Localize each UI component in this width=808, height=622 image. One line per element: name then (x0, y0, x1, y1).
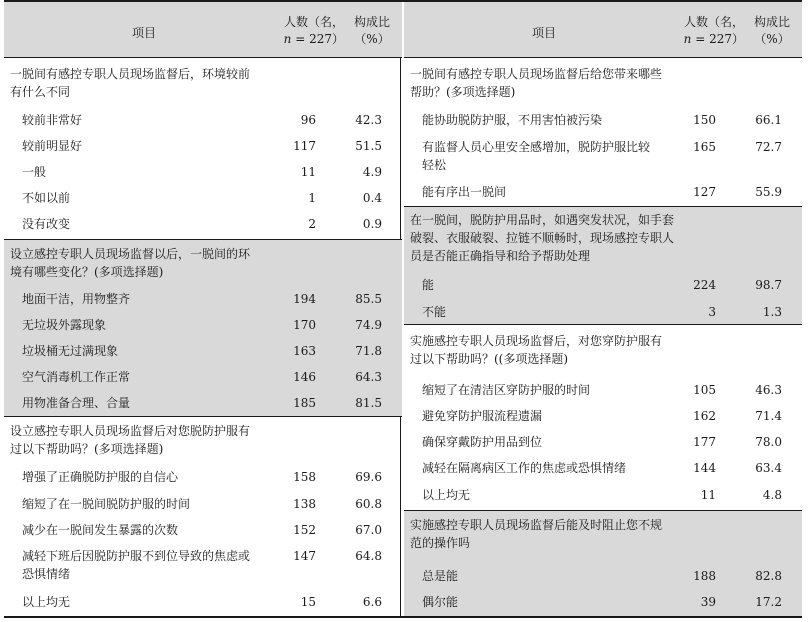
header-item: 项目 (531, 26, 556, 40)
section-rule (404, 206, 802, 207)
option-label: 总是能 (422, 569, 459, 583)
option-label: 垃圾桶无过满现象 (22, 344, 119, 358)
option-count: 152 (293, 523, 316, 537)
option-label: 轻松 (422, 158, 447, 172)
option-count: 138 (293, 497, 316, 511)
option-percent: 46.3 (755, 383, 782, 397)
option-label: 较前非常好 (22, 113, 83, 127)
option-percent: 63.4 (755, 461, 782, 475)
header-percent (746, 14, 798, 48)
header-count-line2: = 227） (291, 32, 344, 46)
option-label: 以上均无 (22, 595, 71, 609)
header-row (404, 2, 802, 57)
option-label: 没有改变 (22, 217, 71, 231)
question-text: 在一脱间，脱防护用品时，如遇突发状况，如手套 (410, 213, 675, 227)
option-percent: 71.4 (755, 409, 782, 423)
option-label: 减轻下班后因脱防护服不到位导致的焦虑或 (22, 549, 251, 563)
option-percent: 1.3 (762, 305, 782, 319)
section-rule (4, 239, 402, 240)
header-percent-line2: （%） (354, 32, 390, 46)
question-text: 实施感控专职人员现场监督后能及时阻止您不规 (410, 518, 663, 532)
question-text: 有什么不同 (10, 85, 71, 99)
option-label: 减轻在隔离病区工作的焦虑或恐惧情绪 (422, 461, 627, 475)
option-label: 缩短了在清洁区穿防护服的时间 (422, 383, 591, 397)
option-label: 能 (422, 278, 435, 292)
header-count-line1: 人数（名， (683, 15, 744, 29)
option-count: 185 (293, 396, 316, 410)
option-percent: 82.8 (755, 569, 782, 583)
header-percent (346, 14, 398, 48)
option-percent: 64.8 (355, 549, 382, 563)
header-rule (404, 57, 802, 58)
option-label: 增强了正确脱防护服的自信心 (22, 470, 179, 484)
option-count: 163 (293, 344, 316, 358)
question-text: 境有哪些变化？(多项选择题) (10, 265, 164, 279)
option-percent: 98.7 (755, 278, 782, 292)
question-text: 实施感控专职人员现场监督后，对您穿防护服有 (410, 334, 663, 348)
option-label: 无垃圾外露现象 (22, 318, 107, 332)
option-label: 不如以前 (22, 191, 71, 205)
option-count: 158 (293, 470, 316, 484)
header-percent-line1: 构成比 (753, 15, 790, 29)
option-label: 确保穿戴防护用品到位 (422, 435, 543, 449)
option-percent: 71.8 (355, 344, 382, 358)
option-count: 117 (293, 139, 316, 153)
option-count: 1 (308, 191, 316, 205)
option-label: 能有序出一脱间 (422, 185, 507, 199)
header-row (4, 2, 402, 57)
option-count: 3 (708, 305, 716, 319)
option-percent: 64.3 (355, 370, 382, 384)
option-count: 224 (693, 278, 716, 292)
option-label: 避免穿防护服流程遗漏 (422, 409, 543, 423)
header-rule (4, 57, 402, 58)
option-count: 2 (308, 217, 316, 231)
option-count: 170 (293, 318, 316, 332)
question-text: 范的操作吗 (410, 536, 471, 550)
question-text: 员是否能正确指导和给予帮助处理 (410, 249, 591, 263)
option-count: 39 (700, 595, 716, 609)
option-percent: 85.5 (355, 292, 382, 306)
option-percent: 67.0 (355, 523, 382, 537)
option-percent: 51.5 (355, 139, 382, 153)
question-text: 破裂、衣服破裂、拉链不顺畅时，现场感控专职人 (410, 231, 675, 245)
option-label: 用物准备合理、合量 (22, 396, 131, 410)
option-label: 一般 (22, 165, 47, 179)
question-text: 设立感控专职人员现场监督后对您脱防护服有 (10, 424, 251, 438)
question-text: 设立感控专职人员现场监督以后，一脱间的环 (10, 247, 251, 261)
option-percent: 74.9 (355, 318, 382, 332)
option-percent: 4.9 (362, 165, 382, 179)
option-count: 162 (693, 409, 716, 423)
option-percent: 78.0 (755, 435, 782, 449)
header-count (682, 14, 744, 48)
section-rule (4, 416, 402, 417)
option-count: 165 (693, 140, 716, 154)
question-text: 一脱间有感控专职人员现场监督后给您带来哪些 (410, 67, 663, 81)
option-percent: 55.9 (755, 185, 782, 199)
question-text: 过以下帮助吗？(多项选择题) (10, 442, 164, 456)
header-percent-line1: 构成比 (353, 15, 390, 29)
option-percent: 72.7 (755, 140, 782, 154)
option-count: 127 (693, 185, 716, 199)
option-count: 11 (700, 488, 716, 502)
question-text: 一脱间有感控专职人员现场监督后，环境较前 (10, 67, 251, 81)
option-count: 105 (693, 383, 716, 397)
option-count: 188 (693, 569, 716, 583)
option-percent: 4.8 (762, 488, 782, 502)
option-label: 恐惧情绪 (22, 567, 71, 581)
option-label: 偶尔能 (422, 595, 459, 609)
option-label: 地面干洁，用物整齐 (22, 292, 131, 306)
option-count: 147 (293, 549, 316, 563)
header-percent-line2: （%） (754, 32, 790, 46)
left-table-half (4, 0, 402, 617)
header-count-n: n (283, 32, 292, 46)
option-label: 能协助脱防护服，不用害怕被污染 (422, 113, 603, 127)
header-count-n: n (683, 32, 692, 46)
section-rule (404, 324, 802, 325)
option-count: 11 (300, 165, 316, 179)
option-percent: 0.9 (362, 217, 382, 231)
option-count: 194 (293, 292, 316, 306)
option-label: 缩短了在一脱间脱防护服的时间 (22, 497, 191, 511)
option-count: 144 (693, 461, 716, 475)
right-table-half (404, 0, 802, 617)
option-count: 146 (293, 370, 316, 384)
option-label: 空气消毒机工作正常 (22, 370, 131, 384)
header-count-line1: 人数（名， (283, 15, 344, 29)
option-percent: 69.6 (355, 470, 382, 484)
option-count: 150 (693, 113, 716, 127)
option-label: 较前明显好 (22, 139, 83, 153)
option-count: 15 (300, 595, 316, 609)
header-item: 项目 (131, 26, 156, 40)
option-percent: 42.3 (355, 113, 382, 127)
option-count: 177 (693, 435, 716, 449)
option-percent: 81.5 (355, 396, 382, 410)
option-count: 96 (300, 113, 316, 127)
header-count (282, 14, 344, 48)
option-percent: 17.2 (755, 595, 782, 609)
option-label: 不能 (422, 305, 447, 319)
header-count-line2: = 227） (691, 32, 744, 46)
option-label: 减少在一脱间发生暴露的次数 (22, 523, 179, 537)
option-percent: 60.8 (355, 497, 382, 511)
option-label: 有监督人员心里安全感增加，脱防护服比较 (422, 140, 651, 154)
option-percent: 66.1 (755, 113, 782, 127)
question-text: 帮助？(多项选择题) (410, 85, 516, 99)
option-label: 以上均无 (422, 488, 471, 502)
section-rule (404, 510, 802, 511)
option-percent: 6.6 (362, 595, 382, 609)
option-percent: 0.4 (362, 191, 382, 205)
question-text: 过以下帮助吗？((多项选择题) (410, 352, 569, 366)
